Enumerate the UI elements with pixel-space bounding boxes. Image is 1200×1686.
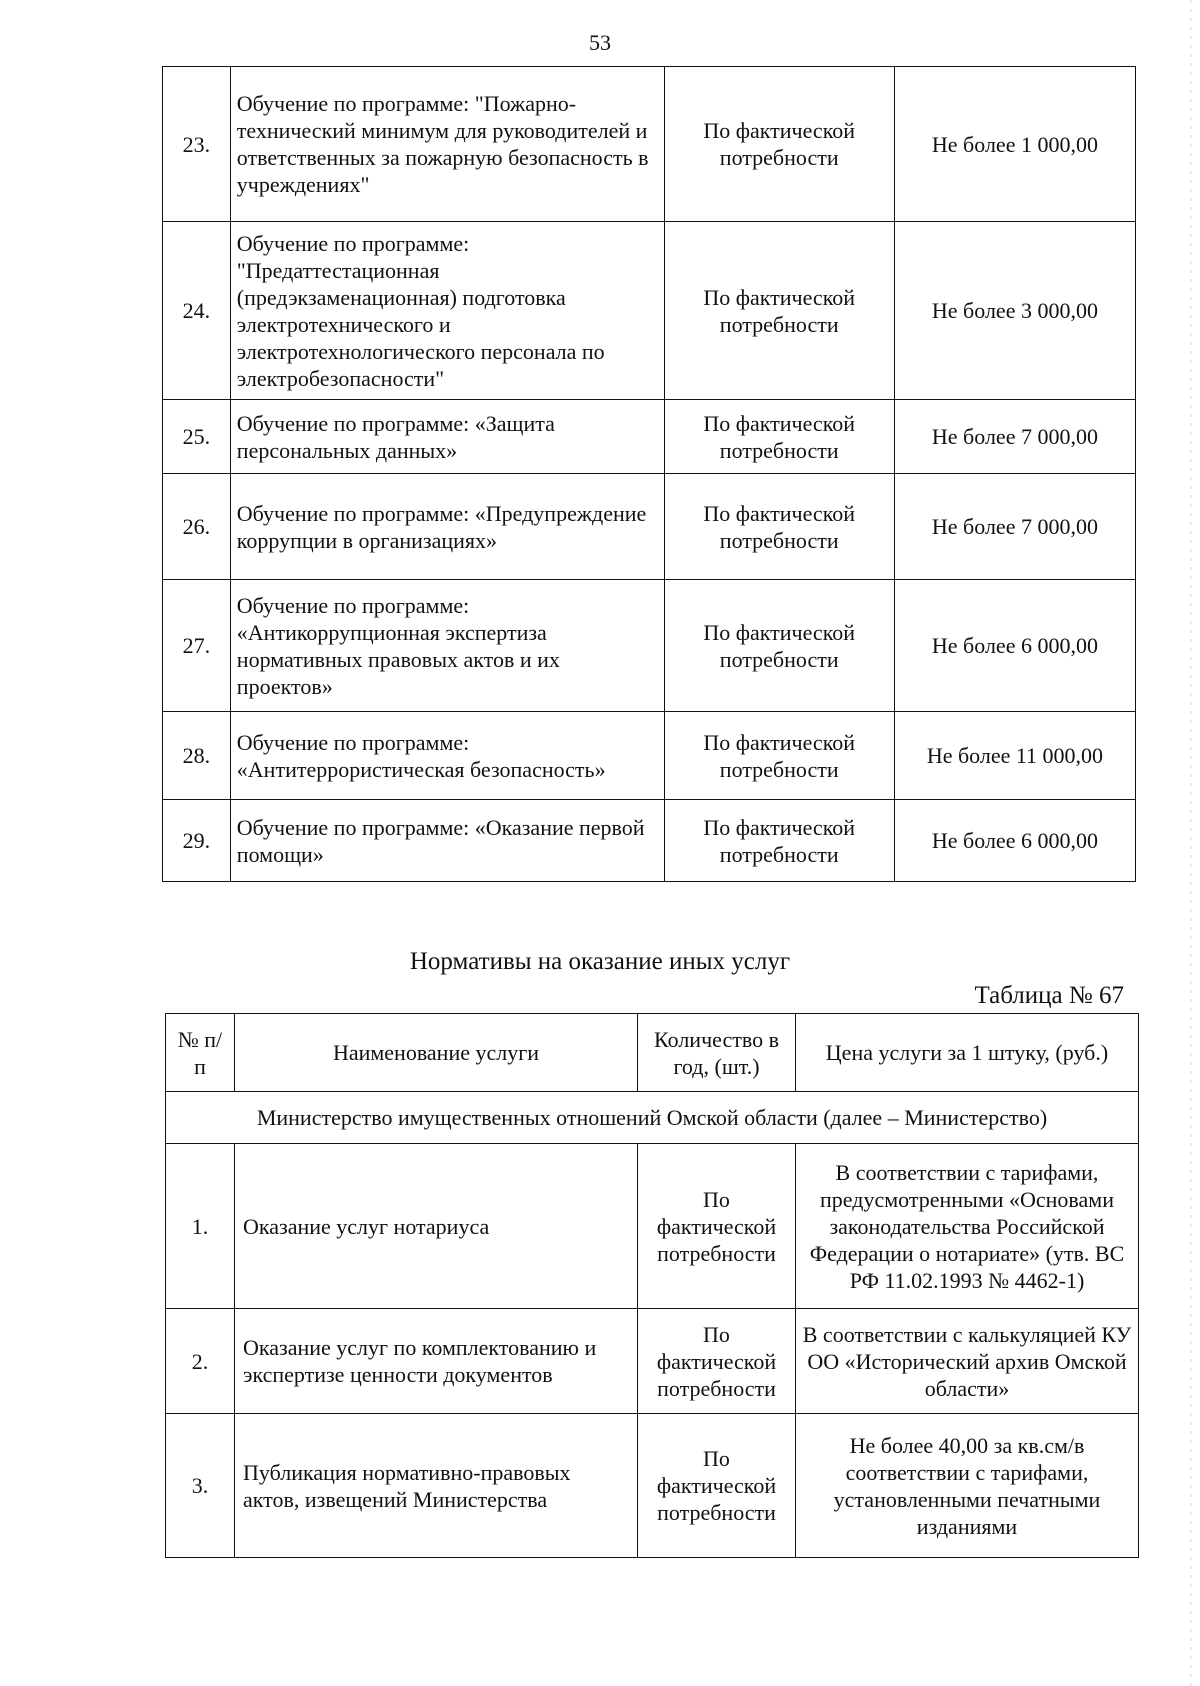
service-name: Оказание услуг нотариуса: [235, 1144, 638, 1309]
table-header-row: [166, 1014, 1139, 1092]
service-price: Не более 11 000,00: [894, 712, 1135, 800]
service-price: В соответствии с калькуляцией КУ ОО «Исторический архив Омской области»: [796, 1309, 1139, 1414]
table-row: [163, 222, 1136, 400]
service-name: Обучение по программе: "Пожарно-технический минимум для руководителей и ответственных за пожарную безопасность в учреждениях": [230, 67, 664, 222]
table-row: [163, 67, 1136, 222]
scan-edge-artifact: [1190, 0, 1192, 1686]
table-row: [166, 1309, 1139, 1414]
ministry-name: Министерство имущественных отношений Омской области (далее – Министерство): [166, 1092, 1139, 1144]
column-header-price: Цена услуги за 1 штуку, (руб.): [796, 1014, 1139, 1092]
other-services-table: [165, 1013, 1139, 1558]
column-header-number: № п/п: [166, 1014, 235, 1092]
service-name: Публикация нормативно-правовых актов, извещений Министерства: [235, 1414, 638, 1558]
ministry-row: [166, 1092, 1139, 1144]
service-price: Не более 1 000,00: [894, 67, 1135, 222]
table-row: [163, 712, 1136, 800]
service-quantity: По фактической потребности: [664, 474, 894, 580]
column-header-quantity: Количество в год, (шт.): [638, 1014, 796, 1092]
table-row: [166, 1144, 1139, 1309]
service-quantity: По фактической потребности: [638, 1144, 796, 1309]
service-quantity: По фактической потребности: [664, 222, 894, 400]
service-quantity: По фактической потребности: [664, 712, 894, 800]
service-name: Обучение по программе: "Предаттестационная (предэкзаменационная) подготовка электротехнического и электротехнологического персонала по электробезопасности": [230, 222, 664, 400]
table-row: [163, 800, 1136, 882]
training-table: [162, 66, 1136, 882]
row-number: 3.: [166, 1414, 235, 1558]
table-row: [163, 474, 1136, 580]
service-price: Не более 6 000,00: [894, 800, 1135, 882]
service-name: Обучение по программе: «Предупреждение коррупции в организациях»: [230, 474, 664, 580]
service-name: Обучение по программе: «Антитеррористическая безопасность»: [230, 712, 664, 800]
table-row: [163, 580, 1136, 712]
service-name: Обучение по программе: «Оказание первой помощи»: [230, 800, 664, 882]
service-quantity: По фактической потребности: [638, 1414, 796, 1558]
row-number: 1.: [166, 1144, 235, 1309]
table-row: [163, 400, 1136, 474]
service-price: Не более 3 000,00: [894, 222, 1135, 400]
service-price: Не более 6 000,00: [894, 580, 1135, 712]
row-number: 29.: [163, 800, 231, 882]
service-name: Обучение по программе: «Защита персональных данных»: [230, 400, 664, 474]
service-quantity: По фактической потребности: [664, 400, 894, 474]
service-quantity: По фактической потребности: [664, 67, 894, 222]
row-number: 27.: [163, 580, 231, 712]
row-number: 2.: [166, 1309, 235, 1414]
service-price: Не более 40,00 за кв.см/в соответствии с тарифами, установленными печатными изданиями: [796, 1414, 1139, 1558]
service-quantity: По фактической потребности: [664, 800, 894, 882]
service-price: В соответствии с тарифами, предусмотренными «Основами законодательства Российской Федерации о нотариате» (утв. ВС РФ 11.02.1993 № 4462-1): [796, 1144, 1139, 1309]
service-name: Оказание услуг по комплектованию и экспертизе ценности документов: [235, 1309, 638, 1414]
service-name: Обучение по программе: «Антикоррупционная экспертиза нормативных правовых актов и их проектов»: [230, 580, 664, 712]
service-quantity: По фактической потребности: [638, 1309, 796, 1414]
page-number: 53: [589, 30, 611, 55]
row-number: 26.: [163, 474, 231, 580]
table-row: [166, 1414, 1139, 1558]
service-price: Не более 7 000,00: [894, 400, 1135, 474]
row-number: 28.: [163, 712, 231, 800]
column-header-name: Наименование услуги: [235, 1014, 638, 1092]
row-number: 23.: [163, 67, 231, 222]
section-heading: Нормативы на оказание иных услуг: [409, 948, 791, 975]
service-price: Не более 7 000,00: [894, 474, 1135, 580]
table-caption: Таблица № 67: [974, 982, 1124, 1009]
row-number: 25.: [163, 400, 231, 474]
service-quantity: По фактической потребности: [664, 580, 894, 712]
row-number: 24.: [163, 222, 231, 400]
